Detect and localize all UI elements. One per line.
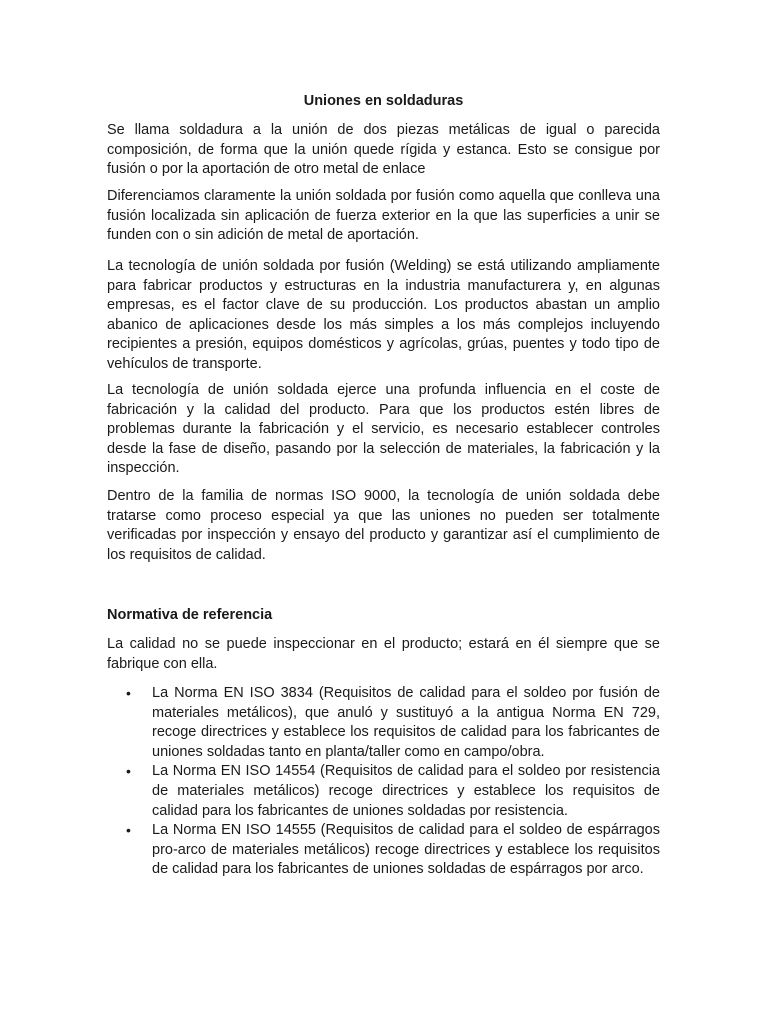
paragraph-tecnologia: La tecnología de unión soldada por fusión (Welding) se está utilizando ampliamente para fabricar productos y estructuras en la industria manufacturera y, en algunas empresas, es el factor clave de su producción. Los productos abastan un amplio abanico de aplicaciones desde los más simples a los más complejos incluyendo recipientes a presión, equipos domésticos y agrícolas, grúas, puentes y todo tipo de vehículos de transporte. (107, 258, 660, 372)
list-item-text: La Norma EN ISO 14554 (Requisitos de calidad para el soldeo por resistencia de materiales metálicos) recoge directrices y establece los requisitos de calidad para los fabricantes de uniones soldadas por resistencia. (152, 763, 660, 819)
section-heading: Normativa de referencia (107, 607, 273, 623)
section-intro: La calidad no se puede inspeccionar en el producto; estará en él siempre que se fabrique con ella. (107, 636, 660, 672)
bullet-icon: • (126, 685, 131, 701)
list-item (107, 762, 660, 821)
bullet-icon: • (126, 763, 131, 780)
list-item-text: La Norma EN ISO 14555 (Requisitos de calidad para el soldeo de espárragos pro-arco de materiales metálicos) recoge directrices y establece los requisitos de calidad para los fabricantes de uniones soldadas de espárragos por arco. (152, 822, 660, 878)
bullet-icon: • (126, 822, 131, 839)
paragraph-iso9000: Dentro de la familia de normas ISO 9000, la tecnología de unión soldada debe tratarse como proceso especial ya que las uniones no pueden ser totalmente verificadas por inspección y ensayo del producto y garantizar así el cumplimiento de los requisitos de calidad. (107, 488, 660, 563)
document-title: Uniones en soldaduras (303, 93, 464, 109)
list-item (107, 821, 660, 880)
paragraph-fusion: Diferenciamos claramente la unión soldada por fusión como aquella que conlleva una fusión localizada sin aplicación de fuerza exterior en la que las superficies a unir se funden con o sin adición de metal de aportación. (107, 188, 660, 244)
paragraph-influencia: La tecnología de unión soldada ejerce una profunda influencia en el coste de fabricación y la calidad del producto. Para que los productos estén libres de problemas durante la fabricación y el servicio, es necesario establecer controles desde la fase de diseño, pasando por la selección de materiales, la fabricación y la inspección. (107, 382, 660, 477)
list-item-text: La Norma EN ISO 3834 (Requisitos de calidad para el soldeo por fusión de materiales metálicos), que anuló y sustituyó a la antigua Norma EN 729, recoge directrices y establece los requisitos de calidad para los fabricantes de uniones soldadas tanto en planta/taller como en campo/obra. (152, 685, 660, 760)
paragraph-definicion: Se llama soldadura a la unión de dos piezas metálicas de igual o parecida composición, de forma que la unión quede rígida y estanca. Esto se consigue por fusión o por la aportación de otro metal de enlace (107, 122, 660, 178)
norms-list (107, 684, 660, 880)
list-item (107, 684, 660, 762)
